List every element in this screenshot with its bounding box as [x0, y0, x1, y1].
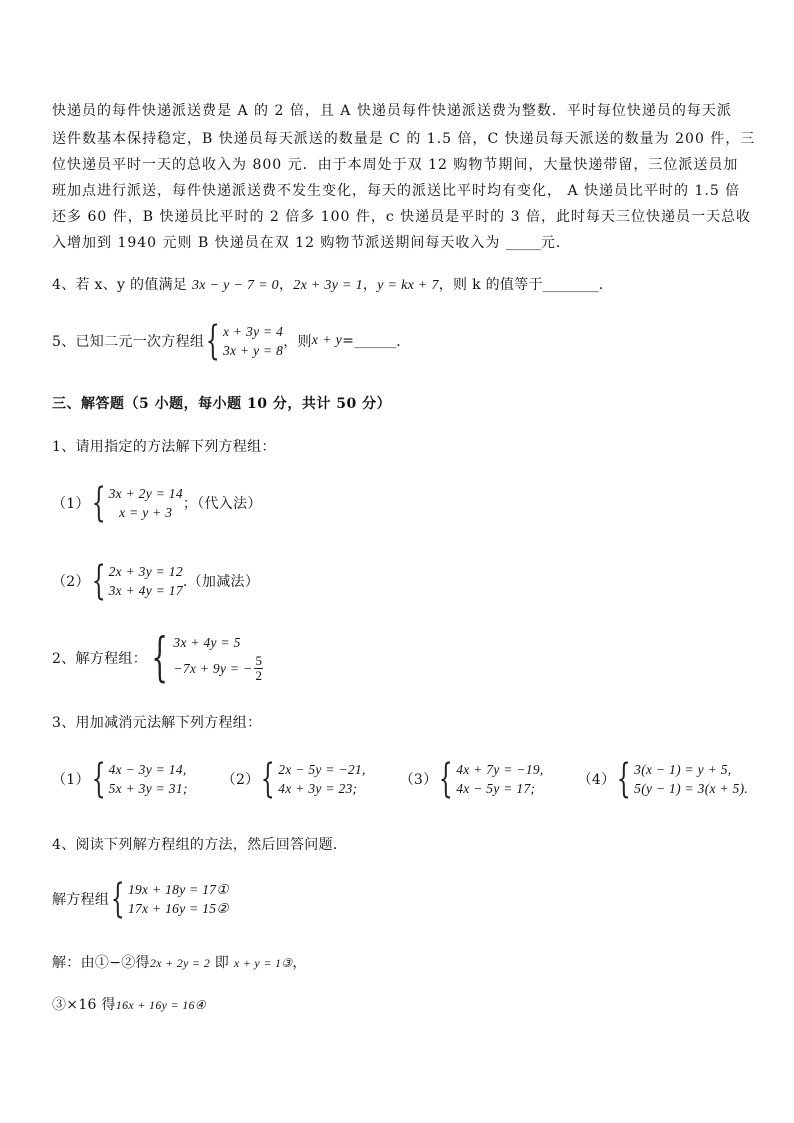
- p4-eq1: 19x + 18y = 17①: [127, 882, 229, 897]
- p4-eq2: 17x + 16y = 15②: [127, 901, 229, 916]
- p2-system: [147, 627, 263, 688]
- q5-blank: ______: [354, 333, 397, 349]
- p3-item-1-eq2: 5x + 3y = 31;: [108, 781, 188, 796]
- q4-eq3: y = kx + 7: [377, 278, 439, 293]
- p4-sol-mid: 即: [210, 955, 234, 971]
- p1-part1-eq2: x = y + 3: [119, 505, 173, 520]
- section-3-title: 三、解答题（5 小题，每小题 10 分，共计 50 分）: [52, 396, 392, 412]
- brace-icon: {: [617, 756, 632, 802]
- p3-item-3-eq1: 4x + 7y = −19,: [456, 762, 544, 777]
- p3-item-4-equations: [634, 760, 748, 798]
- p1-part1-system: [90, 480, 183, 526]
- p1-part2-eq2: 3x + 4y = 17: [108, 583, 183, 598]
- problem-2: [52, 627, 263, 688]
- p1-part2-method: .（加减法）: [182, 574, 260, 590]
- p2-eq2-left: −7x + 9y = −: [173, 660, 253, 676]
- p1-part2-equations: [109, 562, 183, 600]
- q4-blank: ________: [542, 277, 599, 293]
- q5-equations: [223, 322, 283, 360]
- problem-3-items: [52, 756, 749, 802]
- p3-item-2-eq2: 4x + 3y = 23;: [278, 781, 358, 796]
- p3-item-4-label: （4）: [577, 772, 616, 788]
- q5-eq1: x + 3y = 4: [222, 324, 284, 339]
- q4-prefix: 4、若 x、y 的值满足: [52, 277, 192, 293]
- p4-system: [109, 876, 229, 922]
- intro-line-6-text: 入增加到 1940 元则 B 快递员在双 12 购物节派送期间每天收入为: [52, 235, 506, 251]
- p2-fraction: [254, 654, 263, 683]
- p3-item-4-eq2: 5(y − 1) = 3(x + 5).: [634, 781, 749, 796]
- intro-line-1: 快递员的每件快递派送费是 A 的 2 倍，且 A 快递员每件快递派送费为整数．平时每位快递员的每天派: [52, 103, 732, 119]
- p3-item-1-eq1: 4x − 3y = 14,: [108, 762, 187, 777]
- p1-part1-label: （1）: [52, 496, 90, 512]
- q5-eq2: 3x + y = 8: [222, 343, 284, 358]
- p2-fraction-numerator: 5: [255, 653, 263, 668]
- p2-eq2: [173, 654, 263, 683]
- q5-prefix: 5、已知二元一次方程组: [52, 334, 205, 350]
- p4-system-label: 解方程组: [52, 892, 110, 908]
- p3-item-1: [52, 756, 188, 802]
- brace-icon: {: [110, 876, 126, 922]
- p4-step2-eq: 16x + 16y = 16④: [115, 998, 206, 1012]
- p4-step2-prefix: ③×16 得: [52, 997, 116, 1013]
- p3-item-2-label: （2）: [221, 772, 260, 788]
- p4-equations: [128, 880, 229, 918]
- problem-1-part-1: [52, 480, 262, 526]
- p3-item-2-equations: [278, 760, 365, 798]
- p4-sol-eq1: 2x + 2y = 2: [149, 956, 210, 970]
- brace-icon: {: [91, 480, 106, 526]
- q4-eq2: 2x + 3y = 1: [293, 278, 363, 293]
- p2-eq1: 3x + 4y = 5: [173, 635, 241, 650]
- p1-part2-system: [90, 558, 183, 604]
- p1-part1-eq1: 3x + 2y = 14: [108, 486, 183, 501]
- p3-item-1-label: （1）: [52, 772, 90, 788]
- p3-item-3-label: （3）: [399, 772, 438, 788]
- q5-eqsign: =: [342, 333, 355, 349]
- p3-item-2-eq1: 2x − 5y = −21,: [278, 762, 366, 777]
- q4-sep1: ，: [278, 277, 294, 293]
- p2-label: 2、解方程组：: [52, 650, 148, 667]
- problem-4-solution-step-1: [52, 952, 307, 972]
- p3-item-4-eq1: 3(x − 1) = y + 5,: [634, 762, 732, 777]
- p3-item-3: [399, 756, 544, 802]
- intro-line-2: 送件数基本保持稳定，B 快递员每天派送的数量是 C 的 1.5 倍，C 快递员每天派送的数量为 200 件，三: [52, 131, 756, 147]
- p2-fraction-denominator: 2: [255, 668, 263, 683]
- p1-part1-equations: [109, 484, 183, 522]
- intro-line-6-end: 元．: [540, 235, 571, 251]
- brace-icon: {: [91, 756, 106, 802]
- p4-sol-end: ，: [292, 955, 307, 971]
- q4-suffix: ，则 k 的值等于: [438, 277, 543, 293]
- p1-part2-eq1: 2x + 3y = 12: [108, 564, 183, 579]
- problem-3-stem: 3、用加减消元法解下列方程组：: [52, 715, 262, 731]
- problem-4-solution-step-2: [52, 994, 206, 1014]
- question-4: [52, 274, 613, 294]
- problem-1-part-2: [52, 558, 260, 604]
- intro-line-5: 还多 60 件，B 快递员比平时的 2 倍多 100 件，c 快递员是平时的 3 倍，此时每天三位快递员一天总收: [52, 209, 751, 225]
- problem-4-system: [52, 876, 229, 922]
- brace-icon: {: [439, 756, 454, 802]
- q5-end: ．: [396, 334, 411, 350]
- brace-icon: {: [206, 318, 221, 364]
- brace-icon: {: [151, 627, 169, 688]
- intro-line-3: 位快递员平时一天的总收入为 800 元．由于本周处于双 12 购物节期间，大量快递带留，三位派送员加: [52, 157, 739, 173]
- intro-line-4: 班加点进行派送，每件快递派送费不发生变化，每天的派送比平时均有变化， A 快递员比平时的 1.5 倍: [52, 183, 741, 199]
- p1-part2-label: （2）: [52, 574, 90, 590]
- p1-part1-method: ；（代入法）: [182, 496, 262, 512]
- brace-icon: {: [261, 756, 276, 802]
- p3-item-2: [221, 756, 366, 802]
- q4-sep2: ，: [362, 277, 378, 293]
- brace-icon: {: [91, 558, 106, 604]
- problem-4-stem: 4、阅读下列解方程组的方法，然后回答问题．: [52, 837, 348, 853]
- answer-blank: _____: [505, 235, 541, 251]
- intro-line-6: [52, 232, 571, 252]
- question-5: [52, 318, 411, 364]
- q5-mid: ，则: [283, 334, 312, 350]
- q5-system: [204, 318, 284, 364]
- q4-end: ．: [598, 277, 614, 293]
- p4-sol-eq2: x + y = 1③: [233, 956, 293, 970]
- p2-equations: [173, 632, 263, 683]
- p3-item-4: [577, 756, 749, 802]
- p3-item-1-equations: [109, 760, 188, 798]
- q5-expr: x + y: [311, 333, 343, 348]
- q4-eq1: 3x − y − 7 = 0: [191, 278, 279, 293]
- p4-sol-prefix: 解：由①−②得: [52, 955, 150, 971]
- problem-1-stem: 1、请用指定的方法解下列方程组：: [52, 439, 276, 455]
- p3-item-3-equations: [456, 760, 543, 798]
- p3-item-3-eq2: 4x − 5y = 17;: [456, 781, 536, 796]
